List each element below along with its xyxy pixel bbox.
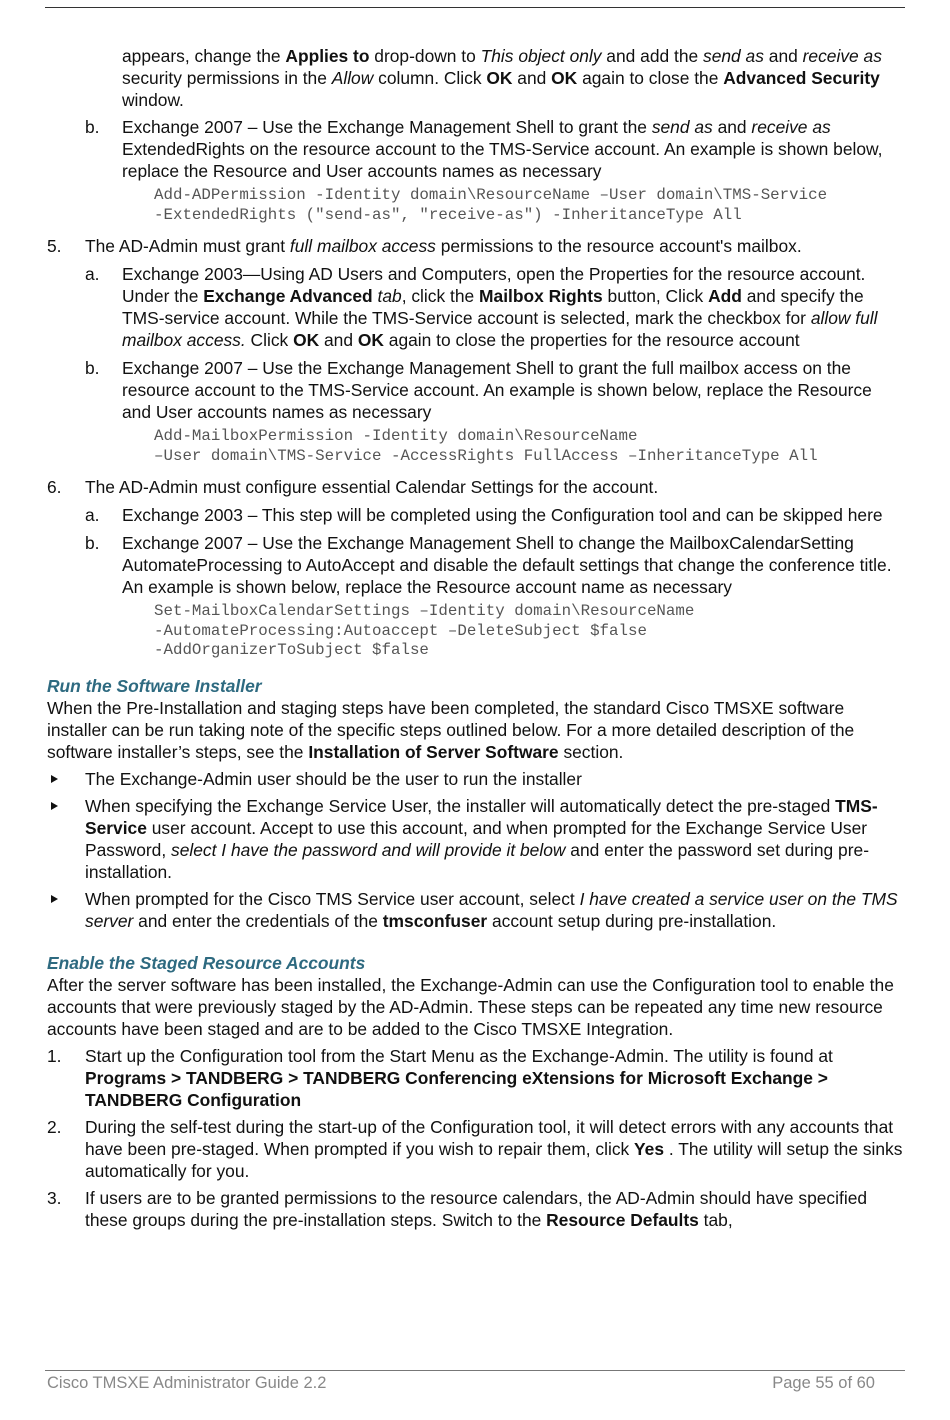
- enable-paragraph: After the server software has been installed, the Exchange-Admin can use the Configuration tool to enable the accounts that were previously staged by the AD-Admin. These steps can be repeated any time new resource accounts have been staged and are to be added to the Cisco TMSXE Integration.: [47, 974, 894, 1039]
- step-6a: [47, 504, 905, 526]
- step-5b: [47, 357, 905, 423]
- step-5a-text: Exchange 2003—Using AD Users and Computers, open the Properties for the resource account. Under the Exchange Advanced tab, click the Mailbox Rights button, Click Add and specify the TMS-service account. While the TMS-Service account is selected, mark the checkbox for allow full mailbox access. Click OK and OK again to close the properties for the resource account: [122, 264, 878, 350]
- step-4b-text: Exchange 2007 – Use the Exchange Management Shell to grant the send as and receive as ExtendedRights on the resource account to the TMS-Service account. An example is shown below, replace the Resource and User accounts names as necessary: [122, 117, 883, 181]
- code-block-add-adpermission: Add-ADPermission -Identity domain\ResourceName –User domain\TMS-Service -ExtendedRights ("send-as", "receive-as") -InheritanceType All: [154, 186, 828, 224]
- list-marker: 5.: [47, 236, 62, 256]
- list-marker: 2.: [47, 1116, 62, 1137]
- triangle-bullet-icon: [51, 895, 58, 903]
- list-marker: a.: [85, 505, 100, 525]
- triangle-bullet-icon: [51, 775, 58, 783]
- bullet-item: [47, 888, 905, 932]
- installer-paragraph: When the Pre-Installation and staging steps have been completed, the standard Cisco TMSXE software installer can be run taking note of the specific steps outlined below. For a more detailed description of the software installer’s steps, see the Installation of Server Software section.: [47, 697, 855, 762]
- list-marker: 3.: [47, 1187, 62, 1208]
- footer-page-number: Page 55 of 60: [772, 1374, 875, 1392]
- bullet-text: When prompted for the Cisco TMS Service user account, select I have created a service user on the TMS server and enter the credentials of the tmsconfuser account setup during pre-installation.: [85, 888, 898, 931]
- enable-step-2: [47, 1116, 905, 1182]
- page-body: [47, 45, 905, 1231]
- step-6b-text: Exchange 2007 – Use the Exchange Management Shell to change the MailboxCalendarSetting AutomateProcessing to AutoAccept and disable the default settings that change the conference title. An example is shown below, replace the Resource account name as necessary: [122, 533, 892, 597]
- heading-run-software-installer: Run the Software Installer: [47, 675, 262, 696]
- bullet-text: When specifying the Exchange Service User, the installer will automatically detect the pre-staged TMS-Service user account. Accept to use this account, and when prompted for the Exchange Service User Password, select I have the password and will provide it below and enter the password set during pre-installation.: [85, 795, 878, 882]
- step-5b-text: Exchange 2007 – Use the Exchange Management Shell to grant the full mailbox access on the resource account to the TMS-Service account. An example is shown below, replace the Resource and User accounts names as necessary: [122, 358, 872, 422]
- enable-step-2-text: During the self-test during the start-up of the Configuration tool, it will detect errors with any accounts that have been pre-staged. When prompted if you wish to repair them, click Yes . The utility will setup the sinks automatically for you.: [85, 1116, 903, 1181]
- list-marker: a.: [85, 264, 100, 284]
- heading-enable-staged-accounts: Enable the Staged Resource Accounts: [47, 952, 366, 973]
- footer-document-title: Cisco TMSXE Administrator Guide 2.2: [47, 1374, 327, 1392]
- list-marker: 6.: [47, 477, 62, 497]
- bullet-item: [47, 795, 905, 883]
- bullet-text: The Exchange-Admin user should be the user to run the installer: [85, 768, 582, 789]
- enable-step-1: [47, 1045, 905, 1111]
- bullet-item: [47, 768, 905, 790]
- list-marker: 1.: [47, 1045, 62, 1066]
- step-6a-text: Exchange 2003 – This step will be completed using the Configuration tool and can be skipped here: [122, 505, 883, 525]
- list-marker: b.: [85, 117, 100, 137]
- triangle-bullet-icon: [51, 802, 58, 810]
- header-rule: [45, 7, 905, 8]
- step-5-text: The AD-Admin must grant full mailbox access permissions to the resource account's mailbox.: [85, 236, 802, 256]
- enable-step-1-text: Start up the Configuration tool from the Start Menu as the Exchange-Admin. The utility is found at Programs > TANDBERG > TANDBERG Conferencing eXtensions for Microsoft Exchange > TANDBERG Configuration: [85, 1045, 833, 1110]
- step-6b: [47, 532, 905, 598]
- code-block-add-mailboxpermission: Add-MailboxPermission -Identity domain\ResourceName –User domain\TMS-Service -AccessRights FullAccess –InheritanceType All: [154, 427, 818, 465]
- step-5a: [47, 263, 905, 351]
- enable-step-3: [47, 1187, 905, 1231]
- intro-paragraph: appears, change the Applies to drop-down to This object only and add the send as and receive as security permissions in the Allow column. Click OK and OK again to close the Advanced Security window.: [122, 46, 882, 110]
- list-marker: b.: [85, 533, 100, 553]
- enable-step-3-text: If users are to be granted permissions to the resource calendars, the AD-Admin should have specified these groups during the pre-installation steps. Switch to the Resource Defaults tab,: [85, 1187, 868, 1230]
- step-6-text: The AD-Admin must configure essential Calendar Settings for the account.: [85, 477, 659, 497]
- step-4b: [47, 116, 905, 182]
- step-5: [47, 235, 905, 257]
- footer-rule: [45, 1370, 905, 1371]
- step-6: [47, 476, 905, 498]
- code-block-set-calendarsettings: Set-MailboxCalendarSettings –Identity domain\ResourceName -AutomateProcessing:Autoaccept –DeleteSubject $false -AddOrganizerToSubject $false: [154, 602, 695, 659]
- list-marker: b.: [85, 358, 100, 378]
